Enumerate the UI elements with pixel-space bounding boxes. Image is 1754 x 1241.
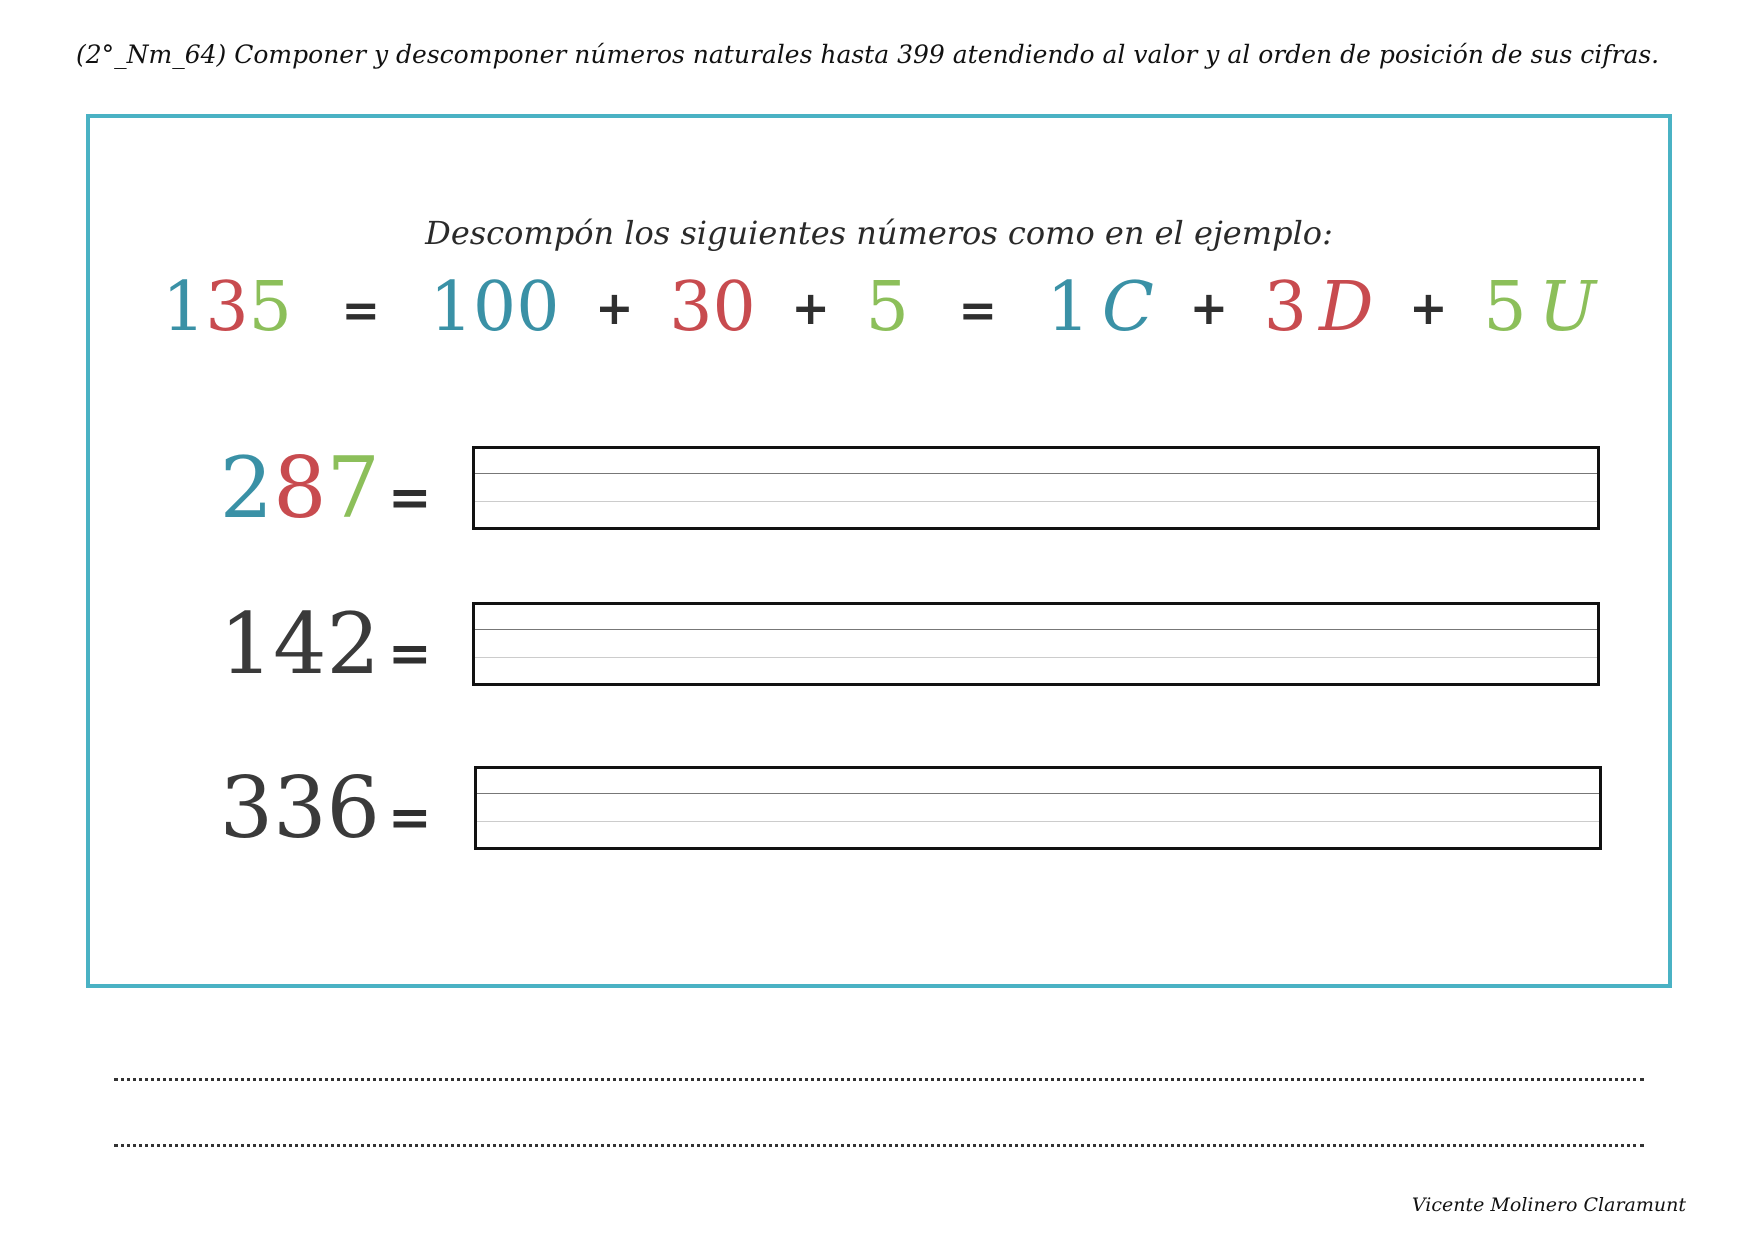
answer-box[interactable] <box>472 602 1600 686</box>
example-plus-sign: + <box>1409 281 1448 335</box>
exercise-frame <box>86 114 1672 988</box>
writing-guide-line <box>477 821 1599 822</box>
example-digit-tens: 3 <box>205 268 249 347</box>
example-plus-sign: + <box>595 281 634 335</box>
example-hundreds-letter: C <box>1101 268 1154 347</box>
answer-box[interactable] <box>472 446 1600 530</box>
author-signature: Vicente Molinero Claramunt <box>1411 1194 1686 1216</box>
equals-sign: = <box>388 468 432 528</box>
example-equals-sign: = <box>958 283 998 337</box>
example-plus-sign: + <box>791 281 830 335</box>
example-equals-sign: = <box>341 283 381 337</box>
example-digit-hundreds: 1 <box>162 268 206 347</box>
example-units-digit: 5 <box>1483 268 1527 347</box>
example-plus-sign: + <box>1189 281 1229 335</box>
example-hundreds-digit: 1 <box>1046 268 1090 347</box>
example-number <box>162 268 292 347</box>
example-units-letter: U <box>1538 268 1596 347</box>
exercise-number: 336 <box>219 759 380 857</box>
exercise-row-2 <box>90 595 1668 693</box>
exercise-number <box>220 440 380 536</box>
answer-box[interactable] <box>474 766 1602 850</box>
exercise-row-1 <box>90 439 1668 537</box>
exercise-digit-tens: 8 <box>273 439 327 537</box>
example-tens-digit: 3 <box>1263 268 1308 347</box>
example-tens-value: 30 <box>669 268 756 347</box>
dotted-writing-line[interactable] <box>114 1144 1644 1147</box>
writing-guide-line <box>475 629 1597 630</box>
equals-sign: = <box>388 788 432 848</box>
exercise-row-3 <box>90 759 1668 857</box>
example-tens-letter: D <box>1319 268 1374 347</box>
example-units-value: 5 <box>865 268 909 347</box>
writing-guide-line <box>477 793 1599 794</box>
exercise-number: 142 <box>219 595 380 693</box>
example-digit-units: 5 <box>248 268 292 347</box>
exercise-digit-units: 7 <box>326 439 380 537</box>
exercise-digit-hundreds: 2 <box>219 439 274 537</box>
example-decomposition <box>90 268 1668 347</box>
example-hundreds-value: 100 <box>429 268 560 347</box>
writing-guide-line <box>475 501 1597 502</box>
writing-guide-line <box>475 657 1597 658</box>
writing-guide-line <box>475 473 1597 474</box>
dotted-writing-line[interactable] <box>114 1078 1644 1081</box>
equals-sign: = <box>388 624 432 684</box>
worksheet-header: (2°_Nm_64) Componer y descomponer números naturales hasta 399 atendiendo al valor y al orden de posición de sus cifras. <box>76 40 1660 69</box>
instruction-text: Descompón los siguientes números como en el ejemplo: <box>425 214 1333 252</box>
